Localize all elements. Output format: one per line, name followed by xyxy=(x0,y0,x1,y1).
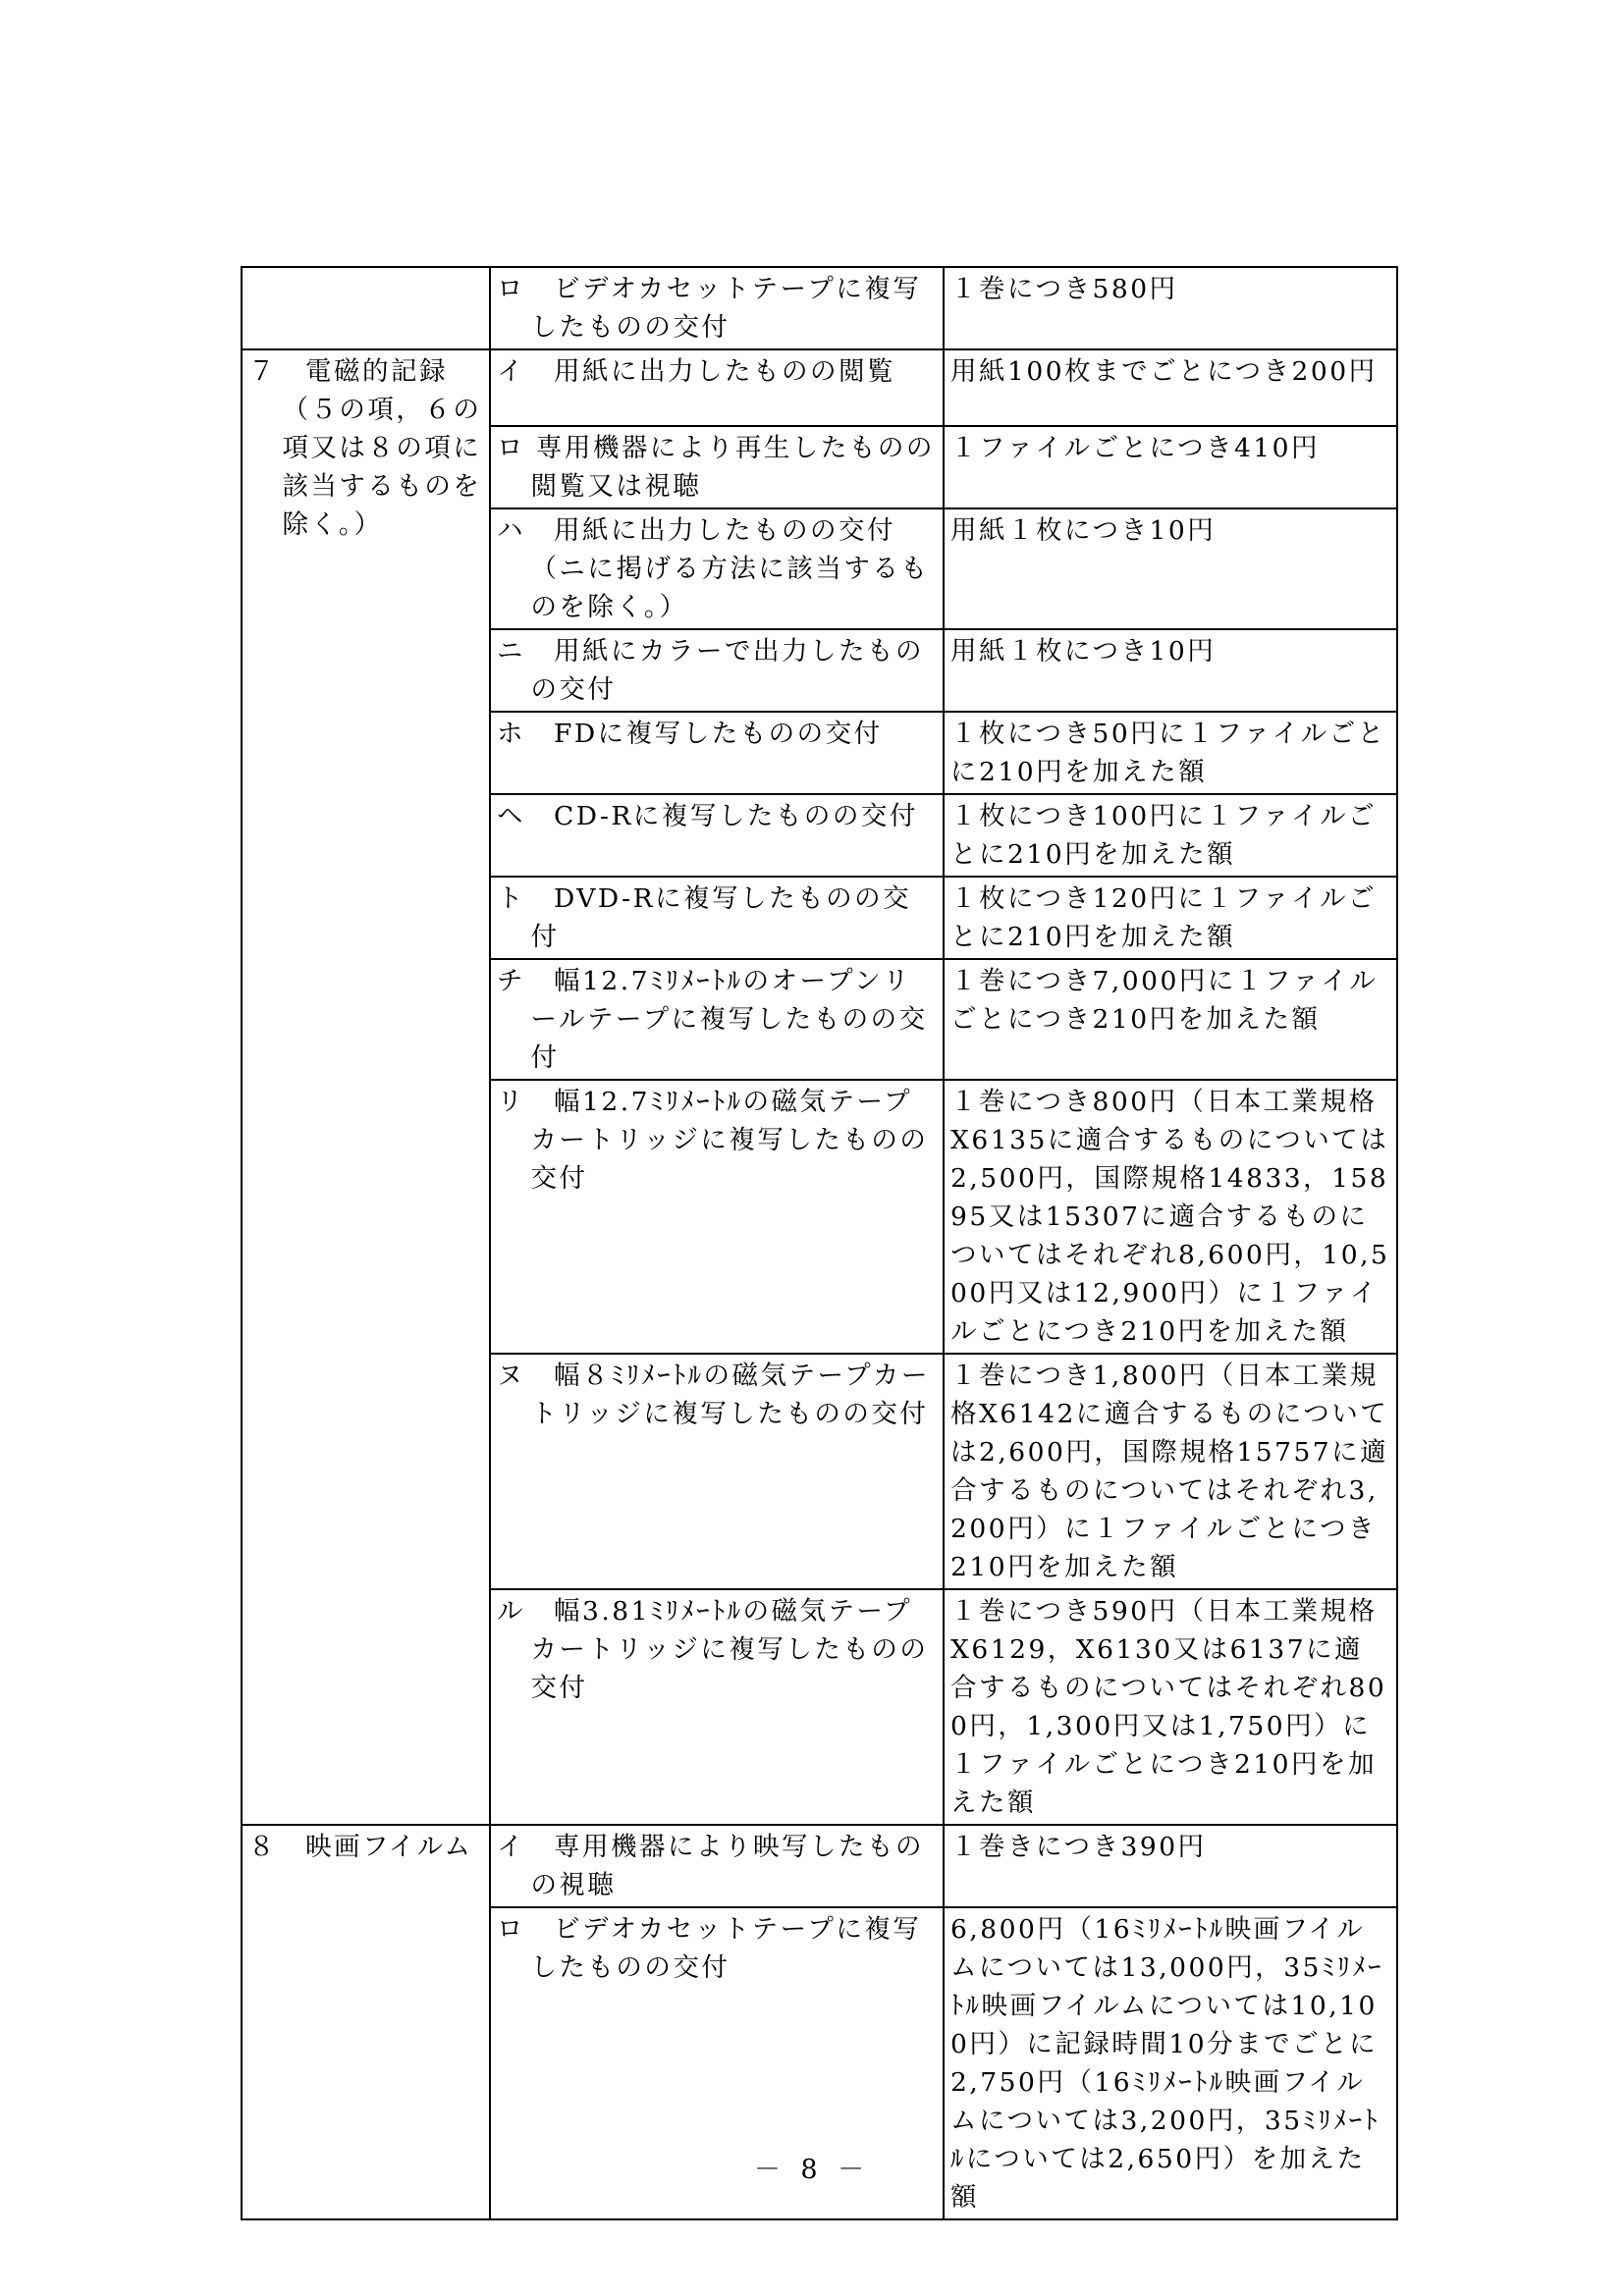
fee-text: １巻につき580円 xyxy=(950,274,1178,304)
table-row xyxy=(242,1825,1397,1907)
fee-cell xyxy=(944,267,1397,349)
fee-text: １巻につき800円（日本工業規格X6135に適合するものについては2,500円，国際規格14833，15895又は15307に適合するものについてはそれぞれ8,600円，10,500円又は12,900円）に１ファイルごとにつき210円を加えた額 xyxy=(950,1087,1390,1347)
method-text: リ 幅12.7ﾐﾘﾒｰﾄﾙの磁気テープカートリッジに複写したものの交付 xyxy=(497,1087,929,1194)
fee-text: １枚につき50円に１ファイルごとに210円を加えた額 xyxy=(950,719,1386,787)
method-text: チ 幅12.7ﾐﾘﾒｰﾄﾙのオープンリールテープに複写したものの交付 xyxy=(497,966,928,1073)
method-cell xyxy=(490,349,944,426)
fee-table-body xyxy=(242,267,1397,2219)
fee-text: １巻につき7,000円に１ファイルごとにつき210円を加えた額 xyxy=(950,966,1379,1035)
category-cell xyxy=(242,349,490,1825)
fee-text: 用紙１枚につき10円 xyxy=(950,515,1217,546)
method-text: ロ 専用機器により再生したものの閲覧又は視聴 xyxy=(497,433,935,502)
method-text: イ 用紙に出力したものの閲覧 xyxy=(497,356,895,387)
table-row xyxy=(242,267,1397,349)
category-text: ７ 電磁的記録（５の項，６の項又は８の項に該当するものを除く。） xyxy=(248,356,482,540)
fee-text: 用紙100枚までごとにつき200円 xyxy=(950,356,1378,387)
table-row xyxy=(242,349,1397,426)
fee-cell xyxy=(944,426,1397,508)
method-text: ホ FDに複写したものの交付 xyxy=(497,719,883,749)
method-text: ヌ 幅８ﾐﾘﾒｰﾄﾙの磁気テープカートリッジに複写したものの交付 xyxy=(497,1361,930,1429)
fee-cell xyxy=(944,712,1397,794)
fee-text: １枚につき120円に１ファイルごとに210円を加えた額 xyxy=(950,883,1378,952)
method-text: ロ ビデオカセットテープに複写したものの交付 xyxy=(497,1914,922,1983)
method-cell xyxy=(490,959,944,1080)
method-cell xyxy=(490,1080,944,1354)
fee-cell xyxy=(944,877,1397,959)
method-cell xyxy=(490,712,944,794)
method-text: ニ 用紙にカラーで出力したものの交付 xyxy=(497,636,924,705)
fee-text: 用紙１枚につき10円 xyxy=(950,636,1217,667)
fee-cell xyxy=(944,959,1397,1080)
method-cell xyxy=(490,508,944,629)
method-text: ヘ CD-Rに複写したものの交付 xyxy=(497,801,918,831)
fee-cell xyxy=(944,1825,1397,1907)
method-cell xyxy=(490,629,944,712)
fee-table xyxy=(241,266,1398,2220)
method-cell xyxy=(490,794,944,877)
page-number: － 8 － xyxy=(753,2155,871,2185)
fee-cell xyxy=(944,1589,1397,1825)
method-text: ル 幅3.81ﾐﾘﾒｰﾄﾙの磁気テープカートリッジに複写したものの交付 xyxy=(497,1596,929,1703)
fee-cell xyxy=(944,1354,1397,1589)
category-cell xyxy=(242,267,490,349)
fee-cell xyxy=(944,349,1397,426)
category-text: ８ 映画フイルム xyxy=(248,1832,473,1862)
method-text: ロ ビデオカセットテープに複写したものの交付 xyxy=(497,274,922,343)
method-text: ハ 用紙に出力したものの交付（ニに掲げる方法に該当するものを除く。） xyxy=(497,515,930,622)
fee-cell xyxy=(944,629,1397,712)
method-text: イ 専用機器により映写したものの視聴 xyxy=(497,1832,924,1900)
method-cell xyxy=(490,426,944,508)
fee-text: １ファイルごとにつき410円 xyxy=(950,433,1321,463)
method-cell xyxy=(490,1825,944,1907)
method-cell xyxy=(490,267,944,349)
fee-text: １枚につき100円に１ファイルごとに210円を加えた額 xyxy=(950,801,1378,870)
fee-text: １巻につき590円（日本工業規格X6129，X6130又は6137に適合するものについてはそれぞれ800円，1,300円又は1,750円）に１ファイルごとにつき210円を加えた額 xyxy=(950,1596,1387,1818)
fee-text: １巻きにつき390円 xyxy=(950,1832,1207,1862)
fee-text: １巻につき1,800円（日本工業規格X6142に適合するものについては2,600円，国際規格15757に適合するものについてはそれぞれ3,200円）に１ファイルごとにつき210円を加えた額 xyxy=(950,1361,1389,1582)
method-cell xyxy=(490,1354,944,1589)
method-text: ト DVD-Rに複写したものの交付 xyxy=(497,883,912,952)
fee-cell xyxy=(944,508,1397,629)
fee-cell xyxy=(944,1080,1397,1354)
fee-cell xyxy=(944,794,1397,877)
method-cell xyxy=(490,877,944,959)
method-cell xyxy=(490,1589,944,1825)
fee-text: 6,800円（16ﾐﾘﾒｰﾄﾙ映画フイルムについては13,000円，35ﾐﾘﾒｰﾄﾙ映画フイルムについては10,100円）に記録時間10分までごとに2,750円（16ﾐﾘﾒｰﾄﾙ映画フイルムについては3,200円，35ﾐﾘﾒｰﾄﾙについては2,650円）を加えた額 xyxy=(950,1914,1383,2213)
